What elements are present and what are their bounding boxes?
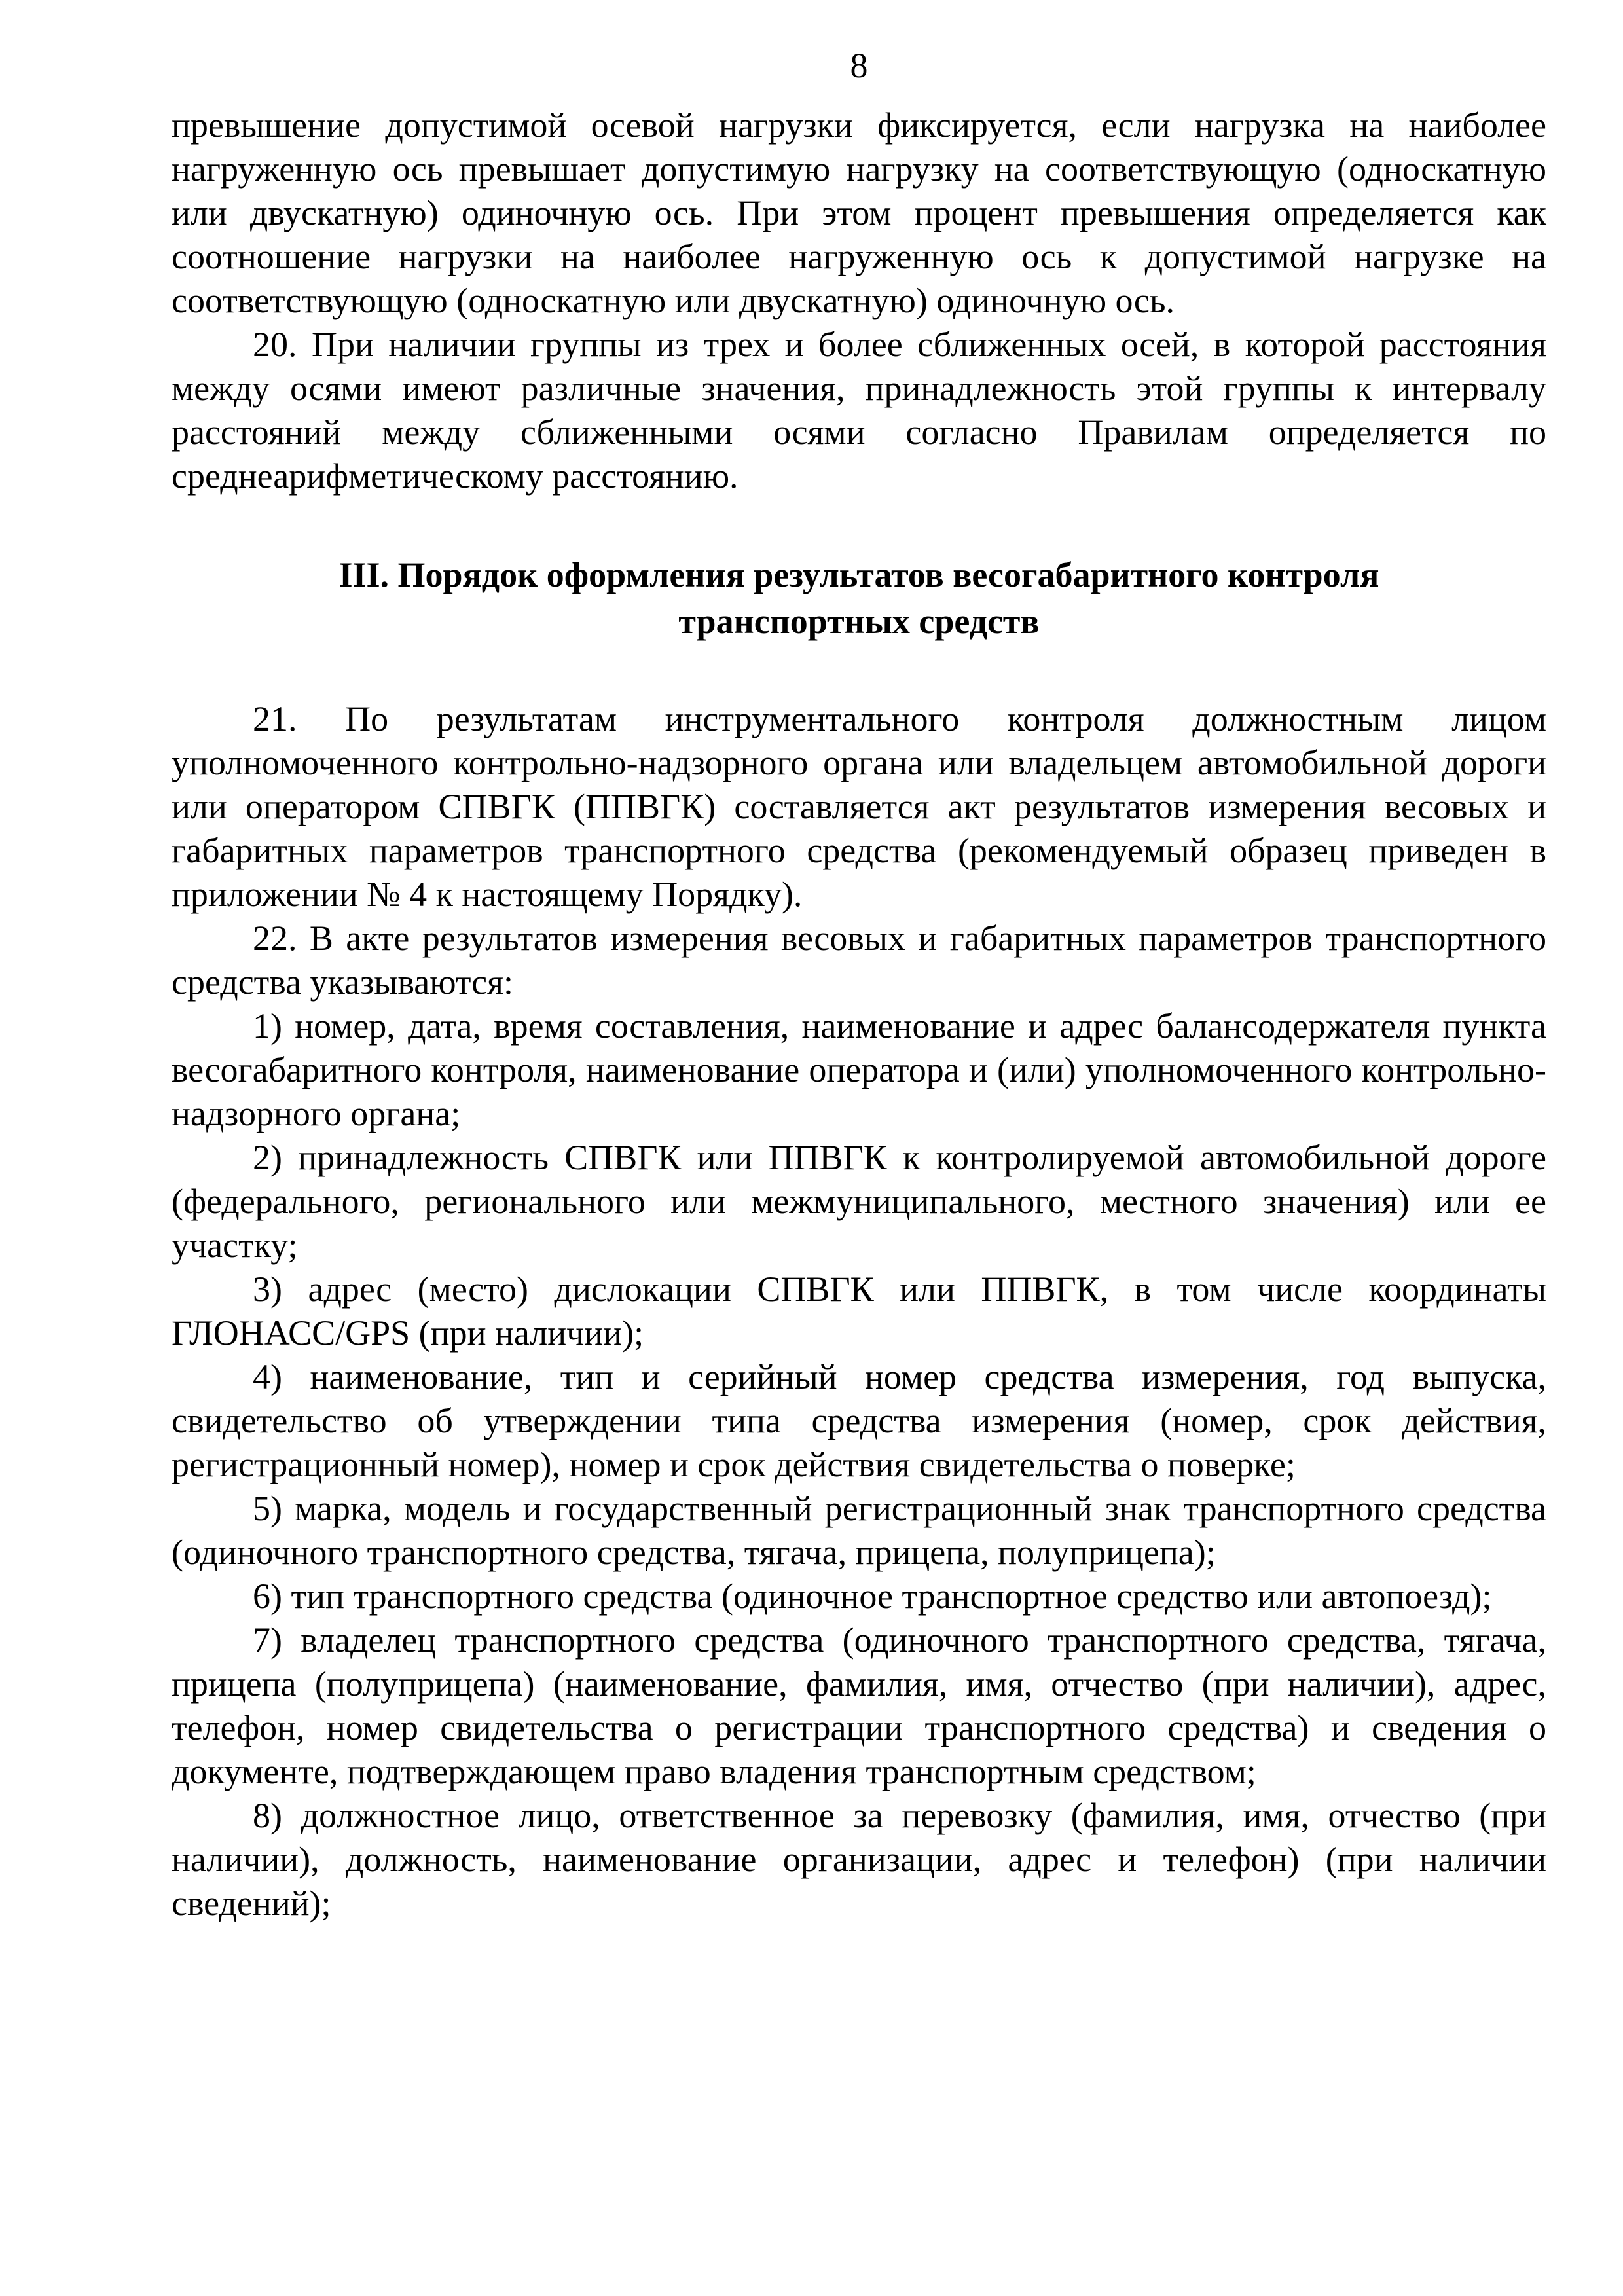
list-item-3: 3) адрес (место) дислокации СПВГК или ППВГК, в том числе координаты ГЛОНАСС/GPS (при наличии);	[172, 1269, 1546, 1353]
document-page	[172, 39, 1546, 1925]
list-item-7: 7) владелец транспортного средства (одиночного транспортного средства, тягача, прицепа (полуприцепа) (наименование, фамилия, имя, отчество (при наличии), адрес, телефон, номер свидетельства о регистрации транспортного средства) и сведения о документе, подтверждающем право владения транспортным средством;	[172, 1620, 1546, 1791]
list-item-1: 1) номер, дата, время составления, наименование и адрес балансодержателя пункта весогабаритного контроля, наименование оператора и (или) уполномоченного контрольно-надзорного органа;	[172, 1006, 1546, 1133]
list-item-2: 2) принадлежность СПВГК или ППВГК к контролируемой автомобильной дороге (федерального, регионального или межмуниципального, местного значения) или ее участку;	[172, 1138, 1546, 1265]
paragraph-21: 21. По результатам инструментального контроля должностным лицом уполномоченного контрольно-надзорного органа или владельцем автомобильной дороги или оператором СПВГК (ППВГК) составляется акт результатов измерения весовых и габаритных параметров транспортного средства (рекомендуемый образец приведен в приложении № 4 к настоящему Порядку).	[172, 699, 1546, 914]
paragraph-22: 22. В акте результатов измерения весовых и габаритных параметров транспортного средства указываются:	[172, 919, 1546, 1002]
paragraph-continuation: превышение допустимой осевой нагрузки фиксируется, если нагрузка на наиболее нагруженную ось превышает допустимую нагрузку на соответствующую (односкатную или двускатную) одиночную ось. При этом процент превышения определяется как соотношение нагрузки на наиболее нагруженную ось к допустимой нагрузке на соответствующую (односкатную или двускатную) одиночную ось.	[172, 105, 1546, 320]
page-number: 8	[850, 46, 868, 85]
list-item-5: 5) марка, модель и государственный регистрационный знак транспортного средства (одиночного транспортного средства, тягача, прицепа, полуприцепа);	[172, 1489, 1546, 1572]
list-item-6: 6) тип транспортного средства (одиночное транспортное средство или автопоезд);	[253, 1576, 1492, 1616]
section-heading-line-1: III. Порядок оформления результатов весогабаритного контроля	[338, 555, 1379, 594]
list-item-4: 4) наименование, тип и серийный номер средства измерения, год выпуска, свидетельство об утверждении типа средства измерения (номер, срок действия, регистрационный номер), номер и срок действия свидетельства о поверке;	[172, 1357, 1546, 1484]
section-heading-line-2: транспортных средств	[678, 602, 1040, 641]
list-item-8: 8) должностное лицо, ответственное за перевозку (фамилия, имя, отчество (при наличии), должность, наименование организации, адрес и телефон) (при наличии сведений);	[172, 1796, 1546, 1923]
paragraph-20: 20. При наличии группы из трех и более сближенных осей, в которой расстояния между осями имеют различные значения, принадлежность этой группы к интервалу расстояний между сближенными осями согласно Правилам определяется по среднеарифметическому расстоянию.	[172, 325, 1546, 496]
section-heading	[172, 552, 1546, 645]
